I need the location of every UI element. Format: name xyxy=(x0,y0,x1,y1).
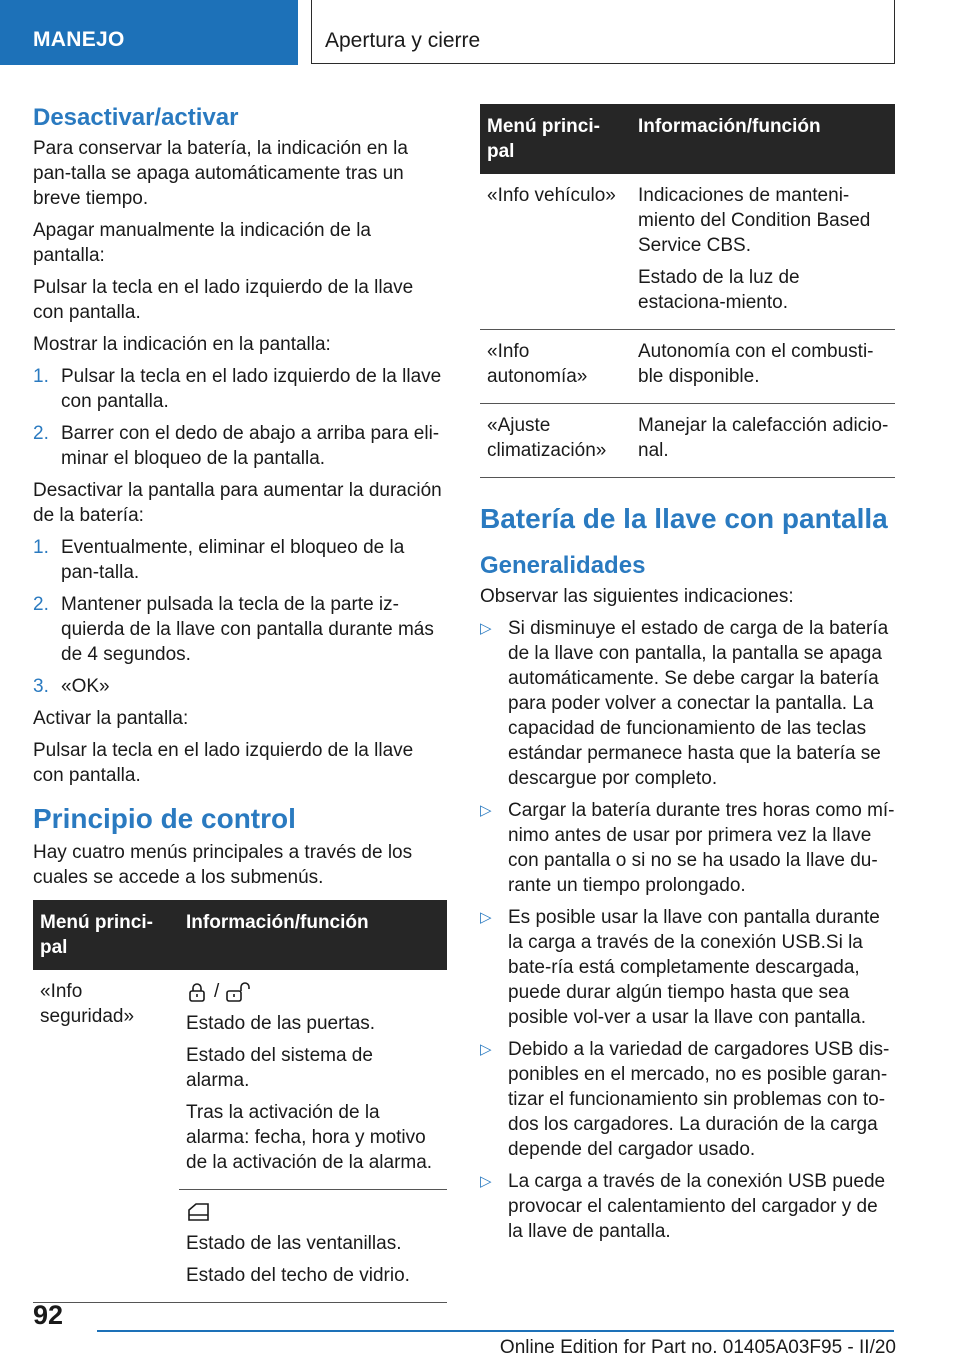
window-icon xyxy=(186,1201,212,1223)
table-header-menu: Menú princi-pal xyxy=(480,104,631,174)
table-cell-menu: «Info vehículo» xyxy=(480,174,631,330)
step-number: 3. xyxy=(33,676,49,697)
info-line: Autonomía con el combusti-ble disponible. xyxy=(638,341,874,387)
table-cell-menu: «Ajuste climatización» xyxy=(480,404,631,478)
menu-table-continued xyxy=(480,104,895,478)
table-cell-info xyxy=(631,404,895,478)
paragraph: Observar las siguientes indicaciones: xyxy=(480,586,794,607)
table-cell-info xyxy=(179,1190,447,1303)
info-line: Estado del sistema de alarma. xyxy=(186,1045,373,1091)
table-cell-info xyxy=(631,330,895,404)
bullet-list xyxy=(480,616,895,1244)
step-number: 2. xyxy=(33,423,49,444)
bullet-text: La carga a través de la conexión USB puede provocar el calentamiento del cargador y de la llave de pantalla. xyxy=(508,1171,886,1242)
right-column xyxy=(480,104,895,1251)
paragraph: Pulsar la tecla en el lado izquierdo de la llave con pantalla. xyxy=(33,740,414,786)
step-text: Mantener pulsada la tecla de la parte iz-quierda de la llave con pantalla durante más de 4 segundos. xyxy=(61,594,434,665)
page-header-title: Apertura y cierre xyxy=(325,29,481,52)
footer-edition: Online Edition for Part no. 01405A03F95 - II/20 xyxy=(499,1337,896,1358)
bullet-text: Cargar la batería durante tres horas como mí-nimo antes de usar por primera vez la llave con pantalla o si no se ha usado la llave du-rante un tiempo prolongado. xyxy=(508,800,895,896)
table-row xyxy=(33,970,447,1190)
lock-closed-icon xyxy=(186,981,208,1003)
page-number: 92 xyxy=(33,1300,64,1330)
list-item xyxy=(480,616,895,791)
heading-generalidades: Generalidades xyxy=(480,552,646,579)
table-header-info: Información/función xyxy=(631,104,895,174)
table-cell-info xyxy=(631,174,895,330)
lock-open-icon xyxy=(225,981,253,1003)
table-row xyxy=(480,330,895,404)
door-icons xyxy=(186,979,441,1004)
steps-list xyxy=(33,535,447,699)
info-line: Estado de las puertas. xyxy=(186,1013,376,1034)
table-row xyxy=(33,1190,447,1303)
triangle-bullet-icon: ▷ xyxy=(480,909,492,926)
info-line: Manejar la calefacción adicio-nal. xyxy=(638,415,889,461)
paragraph: Para conservar la batería, la indicación en la pan-talla se apaga automáticamente tras un breve tiempo. xyxy=(33,138,408,209)
triangle-bullet-icon: ▷ xyxy=(480,1041,492,1058)
left-column xyxy=(33,104,447,1303)
step-text: Eventualmente, eliminar el bloqueo de la pan-talla. xyxy=(61,537,405,583)
table-row xyxy=(480,174,895,330)
paragraph: Desactivar la pantalla para aumentar la duración de la batería: xyxy=(33,480,442,526)
list-item xyxy=(33,421,447,471)
step-number: 1. xyxy=(33,366,49,387)
table-cell-info xyxy=(179,970,447,1190)
list-item xyxy=(480,798,895,898)
table-cell-menu: «Info seguridad» xyxy=(40,981,135,1027)
heading-bateria: Batería de la llave con pantalla xyxy=(480,503,888,534)
paragraph: Hay cuatro menús principales a través de los cuales se accede a los submenús. xyxy=(33,842,413,888)
info-line: Tras la activación de la alarma: fecha, hora y motivo de la activación de la alarma. xyxy=(186,1102,433,1173)
bullet-text: Debido a la variedad de cargadores USB dis-ponibles en el mercado, no es posible garan-tizar el funcionamiento sin problemas con to-dos los cargadores. La duración de la carga depende del cargador usado. xyxy=(508,1039,890,1160)
table-cell-menu: «Info autonomía» xyxy=(480,330,631,404)
list-item xyxy=(33,592,447,667)
info-line: Estado de la luz de estaciona-miento. xyxy=(638,267,800,313)
list-item xyxy=(33,535,447,585)
paragraph: Activar la pantalla: xyxy=(33,708,189,729)
window-icons xyxy=(186,1199,441,1224)
table-cell-menu xyxy=(33,1190,179,1303)
icon-separator: / xyxy=(214,981,220,1002)
list-item xyxy=(480,1169,895,1244)
menu-table xyxy=(33,900,447,1303)
table-row xyxy=(480,404,895,478)
heading-desactivar: Desactivar/activar xyxy=(33,104,239,131)
info-line: Estado del techo de vidrio. xyxy=(186,1265,410,1286)
triangle-bullet-icon: ▷ xyxy=(480,620,492,637)
table-header-info: Información/función xyxy=(179,900,447,970)
triangle-bullet-icon: ▷ xyxy=(480,1173,492,1190)
bullet-text: Si disminuye el estado de carga de la batería de la llave con pantalla, la pantalla se apaga automáticamente. Se debe cargar la batería para poder volver a conectar la pantalla. La capacidad de funcionamiento de las teclas estándar permanece hasta que la batería se descargue por completo. xyxy=(508,618,889,789)
paragraph: Pulsar la tecla en el lado izquierdo de la llave con pantalla. xyxy=(33,277,414,323)
table-header-menu: Menú princi-pal xyxy=(33,900,179,970)
list-item xyxy=(33,364,447,414)
steps-list xyxy=(33,364,447,471)
list-item xyxy=(480,905,895,1030)
bullet-text: Es posible usar la llave con pantalla durante la carga a través de la conexión USB.Si la bate-ría está completamente descargada, puede durar algún tiempo hasta que sea posible vol-ver a usar la llave con pantalla. xyxy=(508,907,880,1028)
heading-principio: Principio de control xyxy=(33,803,296,834)
step-text: Pulsar la tecla en el lado izquierdo de la llave con pantalla. xyxy=(61,366,442,412)
list-item xyxy=(480,1037,895,1162)
footer-divider xyxy=(97,1330,894,1332)
section-title: MANEJO xyxy=(33,28,125,51)
step-number: 2. xyxy=(33,594,49,615)
list-item xyxy=(33,674,447,699)
triangle-bullet-icon: ▷ xyxy=(480,802,492,819)
info-line: Indicaciones de manteni-miento del Condition Based Service CBS. xyxy=(638,185,871,256)
info-line: Estado de las ventanillas. xyxy=(186,1233,402,1254)
paragraph: Mostrar la indicación en la pantalla: xyxy=(33,334,331,355)
step-text: Barrer con el dedo de abajo a arriba para eli-minar el bloqueo de la pantalla. xyxy=(61,423,440,469)
step-text: «OK» xyxy=(61,676,110,697)
step-number: 1. xyxy=(33,537,49,558)
paragraph: Apagar manualmente la indicación de la pantalla: xyxy=(33,220,371,266)
